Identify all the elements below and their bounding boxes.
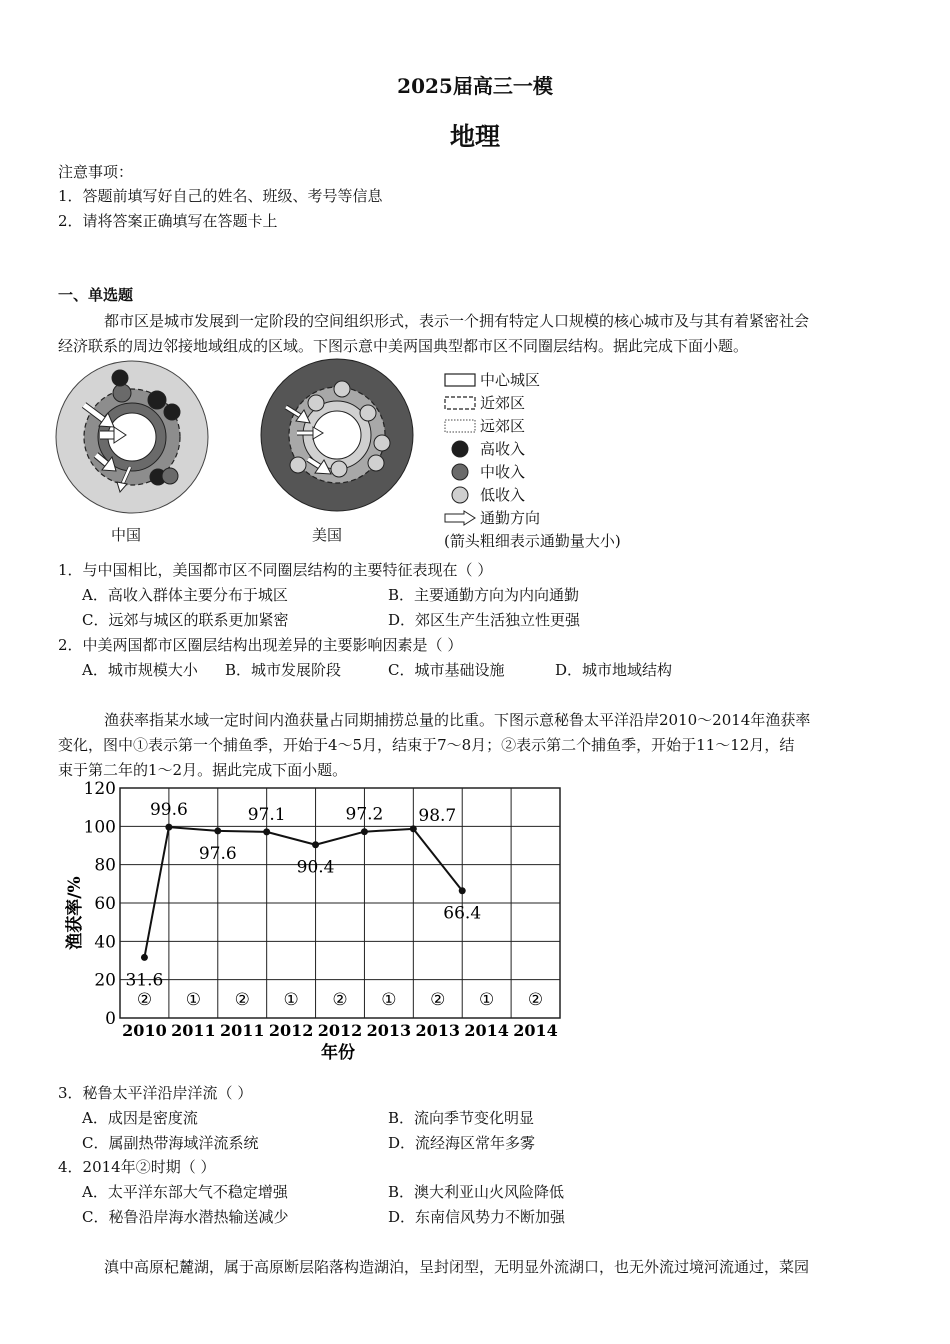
season-marker: ② — [234, 989, 250, 1010]
notice-item: 2．请将答案正确填写在答题卡上 — [58, 212, 278, 230]
notice-item: 1．答题前填写好自己的姓名、班级、考号等信息 — [58, 187, 383, 205]
series-segment — [267, 832, 316, 845]
data-point — [361, 828, 368, 835]
q2-option-a: A．城市规模大小 — [82, 661, 198, 679]
x-tick-label: 2014 — [513, 1021, 558, 1040]
x-tick-label: 2012 — [317, 1021, 363, 1040]
data-label: 66.4 — [443, 903, 482, 924]
data-label: 90.4 — [296, 857, 335, 878]
data-point — [410, 825, 417, 832]
q3-option-b: B．流向季节变化明显 — [388, 1109, 535, 1127]
data-point — [214, 827, 221, 834]
legend-low-income: 低收入 — [444, 483, 621, 506]
intro2-line1: 渔获率指某水域一定时间内渔获量占同期捕捞总量的比重。下图示意秘鲁太平洋沿岸2010～2014年渔获率 — [104, 711, 811, 729]
x-tick-label: 2013 — [366, 1021, 412, 1040]
data-label: 98.7 — [418, 805, 457, 826]
q3-option-d: D．流经海区常年多雾 — [388, 1134, 536, 1152]
series-segment — [144, 827, 168, 957]
legend-note: (箭头粗细表示通勤量大小) — [444, 531, 621, 550]
series-segment — [413, 829, 462, 891]
q2-option-b: B．城市发展阶段 — [225, 661, 342, 679]
q4-stem: 4．2014年②时期（ ） — [58, 1158, 216, 1176]
data-label: 97.6 — [198, 843, 237, 864]
y-tick-label: 80 — [94, 855, 116, 876]
q1-option-b: B．主要通勤方向为内向通勤 — [388, 586, 580, 604]
q1-option-d: D．郊区生产生活独立性更强 — [388, 611, 581, 629]
y-tick-label: 120 — [83, 779, 116, 799]
legend-near-suburb: 近郊区 — [444, 391, 621, 414]
q1-option-a: A．高收入群体主要分布于城区 — [82, 586, 288, 604]
data-label: 99.6 — [149, 800, 188, 821]
q4-option-d: D．东南信风势力不断加强 — [388, 1208, 566, 1226]
q4-option-a: A．太平洋东部大气不稳定增强 — [82, 1183, 288, 1201]
series-segment — [364, 829, 413, 832]
data-label: 97.2 — [345, 804, 384, 825]
data-label: 31.6 — [125, 970, 164, 991]
season-marker: ① — [185, 989, 201, 1010]
y-tick-label: 60 — [94, 894, 116, 914]
data-point — [459, 887, 466, 894]
q3-stem: 3．秘鲁太平洋沿岸洋流（ ） — [58, 1084, 253, 1102]
x-tick-label: 2014 — [464, 1021, 509, 1040]
q2-option-c: C．城市基础设施 — [388, 661, 505, 679]
intro1-line1: 都市区是城市发展到一定阶段的空间组织形式，表示一个拥有特定人口规模的核心城市及与其有着紧密社会 — [104, 312, 810, 330]
q3-option-a: A．成因是密度流 — [82, 1109, 198, 1127]
intro3-line1: 滇中高原杞麓湖，属于高原断层陷落构造湖泊，呈封闭型，无明显外流湖口，也无外流过境河流通过，菜园 — [104, 1258, 810, 1276]
q1-stem: 1．与中国相比，美国都市区不同圈层结构的主要特征表现在（ ） — [58, 561, 493, 579]
season-marker: ① — [479, 989, 495, 1010]
season-marker: ② — [136, 989, 153, 1010]
q3-option-c: C．属副热带海域洋流系统 — [82, 1134, 259, 1152]
x-tick-label: 2012 — [268, 1021, 314, 1040]
x-axis-title: 年份 — [321, 1043, 355, 1063]
y-tick-label: 20 — [94, 970, 116, 991]
exam-title: 2025届高三一模 — [397, 74, 553, 98]
x-tick-label: 2011 — [171, 1021, 216, 1040]
legend-far-suburb: 远郊区 — [444, 414, 621, 437]
china-metro-diagram — [56, 361, 208, 513]
data-label: 97.1 — [247, 804, 286, 825]
q2-stem: 2．中美两国都市区圈层结构出现差异的主要影响因素是（ ） — [58, 636, 463, 654]
usa-label: 美国 — [312, 526, 343, 544]
usa-metro-diagram — [261, 359, 413, 511]
china-label: 中国 — [111, 526, 142, 544]
intro2-line2: 变化，图中①表示第一个捕鱼季，开始于4～5月，结束于7～8月；②表示第二个捕鱼季，开始于11～12月，结 — [58, 736, 795, 754]
notice-heading: 注意事项： — [58, 163, 134, 181]
series-segment — [169, 827, 218, 831]
season-marker: ① — [283, 989, 299, 1010]
season-marker: ② — [430, 989, 446, 1010]
q2-option-d: D．城市地域结构 — [555, 661, 673, 679]
subject-title: 地理 — [449, 122, 500, 151]
y-tick-label: 0 — [105, 1009, 116, 1029]
catch-rate-chart — [60, 778, 580, 1068]
legend-mid-income: 中收入 — [444, 460, 621, 483]
series-segment — [316, 832, 365, 845]
x-tick-label: 2013 — [415, 1021, 461, 1040]
series-segment — [218, 831, 267, 832]
data-point — [141, 954, 148, 961]
x-tick-label: 2011 — [219, 1021, 265, 1040]
q4-option-c: C．秘鲁沿岸海水潜热输送减少 — [82, 1208, 289, 1226]
intro2-line3: 束于第二年的1～2月。据此完成下面小题。 — [58, 761, 348, 779]
legend-commute-arrow: 通勤方向 — [444, 506, 621, 529]
q4-option-b: B．澳大利亚山火风险降低 — [388, 1183, 565, 1201]
data-point — [263, 828, 270, 835]
y-tick-label: 40 — [94, 932, 116, 953]
x-tick-label: 2010 — [122, 1021, 167, 1040]
q1-option-c: C．远郊与城区的联系更加紧密 — [82, 611, 289, 629]
y-tick-label: 100 — [83, 817, 116, 838]
season-marker: ② — [332, 989, 348, 1010]
y-axis-title: 渔获率/% — [65, 876, 85, 950]
season-marker: ② — [527, 989, 544, 1010]
legend-city-center: 中心城区 — [444, 368, 621, 391]
legend-high-income: 高收入 — [444, 437, 621, 460]
section-heading: 一、单选题 — [58, 286, 134, 304]
data-point — [312, 841, 319, 848]
figure1-legend — [444, 368, 621, 552]
season-marker: ① — [381, 989, 397, 1010]
data-point — [165, 824, 172, 831]
intro1-line2: 经济联系的周边邻接地域组成的区域。下图示意中美两国典型都市区不同圈层结构。据此完成下面小题。 — [58, 337, 749, 355]
metro-structure-figure — [50, 355, 430, 545]
